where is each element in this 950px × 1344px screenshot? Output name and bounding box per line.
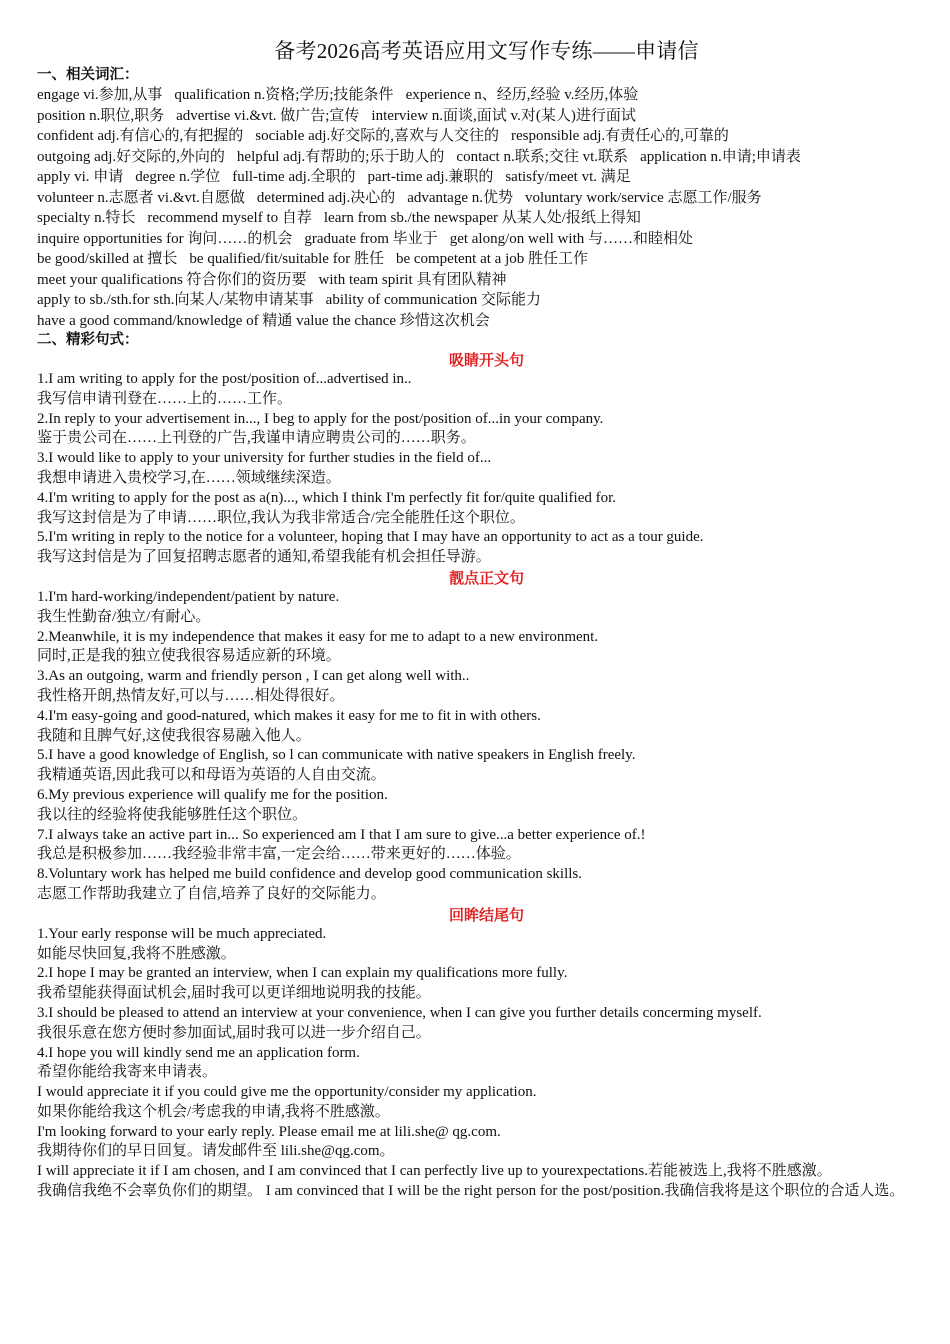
vocab-line	[37, 85, 936, 106]
section-heading-sentences: 二、精彩句式：	[37, 332, 139, 348]
sentence-line: 3.I should be pleased to attend an interview at your convenience, when I can give you further details concerming myself.	[37, 1004, 762, 1021]
sentence-line: 2.In reply to your advertisement in..., I beg to apply for the post/position of...in your company.	[37, 410, 604, 427]
sentence-line: 1.Your early response will be much appreciated.	[37, 925, 327, 942]
vocab-item: volunteer n.志愿者 vi.&vt.自愿做	[37, 189, 245, 206]
subheading-closing: 回眸结尾句	[448, 905, 524, 924]
vocab-line	[37, 229, 936, 250]
sentence-line: 我随和且脾气好,这使我很容易融入他人。	[37, 727, 311, 744]
opening-sentences	[37, 370, 936, 568]
sentence-line: 3.As an outgoing, warm and friendly person , I can get along well with..	[37, 668, 470, 685]
document-title: 备考2026高考英语应用文写作专练——申请信	[274, 39, 699, 63]
sentence-line: 4.I'm easy-going and good-natured, which makes it easy for me to fit in with others.	[37, 707, 541, 724]
vocab-line	[37, 208, 936, 229]
sentence-line: 我生性勤奋/独立/有耐心。	[37, 608, 211, 625]
sentence-line: I'm looking forward to your early reply. Please email me at lili.she@ qg.com.	[37, 1123, 501, 1140]
sentence-line: 5.I have a good knowledge of English, so l can communicate with native speakers in English freely.	[37, 747, 636, 764]
sentence-line: 2.I hope I may be granted an interview, when I can explain my qualifications more fully.	[37, 965, 568, 982]
sentence-line: 我很乐意在您方便时参加面试,届时我可以进一步介绍自己。	[37, 1024, 431, 1041]
vocab-line	[37, 270, 936, 291]
vocab-item: graduate from 毕业于	[304, 230, 438, 247]
vocab-item: outgoing adj.好交际的,外向的	[37, 148, 225, 165]
vocab-item: specialty n.特长	[37, 210, 136, 226]
sentence-line: 1.I'm hard-working/independent/patient by nature.	[37, 588, 340, 605]
vocab-line	[37, 126, 936, 147]
vocab-item: confident adj.有信心的,有把握的	[37, 128, 244, 144]
vocab-item: apply to sb./sth.for sth.向某人/某物申请某事	[37, 292, 314, 308]
closing-sentences	[37, 925, 936, 1202]
vocab-item: determined adj.决心的	[256, 189, 396, 206]
vocab-item: satisfy/meet vt. 满足	[505, 169, 631, 185]
vocab-item: application n.申请;申请表	[640, 148, 801, 165]
vocab-item: advertise vi.&vt. 做广告;宣传	[176, 107, 360, 124]
vocabulary-list	[37, 85, 936, 331]
vocab-item: interview n.面谈,面试 v.对(某人)进行面试	[371, 107, 636, 124]
vocab-item: with team spirit 具有团队精神	[318, 271, 507, 288]
vocab-item: be competent at a job 胜任工作	[395, 251, 588, 267]
sentence-line: 希望你能给我寄来申请表。	[37, 1064, 218, 1081]
vocab-line	[37, 290, 936, 311]
vocab-line	[37, 167, 936, 188]
vocab-item: be good/skilled at 擅长	[37, 251, 178, 267]
vocab-item: meet your qualifications 符合你们的资历要	[37, 271, 307, 288]
sentence-line: 我希望能获得面试机会,届时我可以更详细地说明我的技能。	[37, 985, 431, 1002]
vocab-item: responsible adj.有责任心的,可靠的	[510, 128, 729, 144]
sentence-line: 5.I'm writing in reply to the notice for a volunteer, hoping that I may have an opportunity to act as a tour guide.	[37, 529, 704, 546]
vocab-item: be qualified/fit/suitable for 胜任	[189, 251, 384, 267]
sentence-line: 1.I am writing to apply for the post/position of...advertised in..	[37, 371, 412, 387]
vocab-item: contact n.联系;交往 vt.联系	[456, 148, 629, 165]
vocab-item: advantage n.优势	[407, 189, 514, 206]
vocab-item: position n.职位,职务	[37, 107, 165, 124]
sentence-line: 如果你能给我这个机会/考虑我的申请,我将不胜感激。	[37, 1103, 390, 1120]
sentence-line: 鉴于贵公司在……上刊登的广告,我谨申请应聘贵公司的……职务。	[37, 430, 476, 447]
sentence-line: 我写这封信是为了申请……职位,我认为我非常适合/完全能胜任这个职位。	[37, 509, 525, 526]
section-heading-vocabulary: 一、相关词汇：	[37, 67, 139, 83]
subheading-body: 靓点正文句	[448, 568, 524, 587]
sentence-line: 我期待你们的早日回复。请发邮件至 lili.she@qg.com。	[37, 1143, 395, 1160]
vocab-item: inquire opportunities for 询问……的机会	[37, 230, 293, 247]
sentence-line: 如能尽快回复,我将不胜感激。	[37, 945, 236, 962]
vocab-item: voluntary work/service 志愿工作/服务	[525, 189, 762, 206]
sentence-line: 志愿工作帮助我建立了自信,培养了良好的交际能力。	[37, 885, 386, 902]
vocab-item: get along/on well with 与……和睦相处	[449, 230, 693, 247]
sentence-line: 我写这封信是为了回复招聘志愿者的通知,希望我能有机会担任导游。	[37, 549, 491, 566]
sentence-line: 8.Voluntary work has helped me build confidence and develop good communication skills.	[37, 866, 583, 883]
vocab-item: have a good command/knowledge of 精通 value the chance 珍惜这次机会	[37, 312, 490, 329]
vocab-item: helpful adj.有帮助的;乐于助人的	[236, 148, 445, 165]
vocab-item: ability of communication 交际能力	[325, 292, 542, 308]
vocab-item: engage vi.参加,从事	[37, 87, 163, 103]
sentence-line: I would appreciate it if you could give me the opportunity/consider my application.	[37, 1084, 537, 1101]
sentence-line: 4.I'm writing to apply for the post as a(n)..., which I think I'm perfectly fit for/quite qualified for.	[37, 489, 617, 506]
sentence-line: 2.Meanwhile, it is my independence that makes it easy for me to adapt to a new environment.	[37, 628, 599, 645]
sentence-line: 我想申请进入贵校学习,在……领域继续深造。	[37, 469, 341, 486]
body-sentences	[37, 588, 936, 905]
vocab-item: degree n.学位	[135, 169, 221, 185]
vocab-item: sociable adj.好交际的,喜欢与人交往的	[255, 128, 499, 144]
vocab-line	[37, 249, 936, 270]
sentence-line: I will appreciate it if I am chosen, and I am convinced that I can perfectly live up to yourexpectations.若能被选上,我将不胜感激。	[37, 1163, 832, 1180]
vocab-item: learn from sb./the newspaper 从某人处/报纸上得知	[323, 210, 641, 226]
sentence-line: 同时,正是我的独立使我很容易适应新的环境。	[37, 648, 341, 665]
vocab-line	[37, 147, 936, 168]
sentence-line: 我精通英语,因此我可以和母语为英语的人自由交流。	[37, 767, 386, 784]
sentence-line: 我写信申请刊登在……上的……工作。	[37, 390, 293, 407]
vocab-line	[37, 106, 936, 127]
vocab-item: experience n、经历,经验 v.经历,体验	[405, 87, 639, 103]
vocab-item: apply vi. 申请	[37, 169, 124, 185]
sentence-line: 4.I hope you will kindly send me an application form.	[37, 1044, 360, 1061]
vocab-line	[37, 311, 936, 332]
vocab-item: recommend myself to 自荐	[147, 210, 312, 226]
sentence-line: 我确信我绝不会辜负你们的期望。 I am convinced that I will be the right person for the post/position.我确信我将是这个职位的合适人选。	[37, 1183, 905, 1200]
vocab-item: full-time adj.全职的	[232, 169, 356, 185]
sentence-line: 我总是积极参加……我经验非常丰富,一定会给……带来更好的……体验。	[37, 846, 521, 863]
vocab-item: qualification n.资格;学历;技能条件	[174, 87, 394, 103]
sentence-line: 3.I would like to apply to your university for further studies in the field of...	[37, 450, 492, 467]
vocab-line	[37, 188, 936, 209]
sentence-line: 7.I always take an active part in... So experienced am I that I am sure to give...a better experience of.!	[37, 826, 646, 843]
sentence-line: 6.My previous experience will qualify me for the position.	[37, 786, 388, 803]
vocab-item: part-time adj.兼职的	[367, 169, 494, 185]
sentence-line: 我性格开朗,热情友好,可以与……相处得很好。	[37, 687, 345, 704]
subheading-opening: 吸睛开头句	[448, 351, 524, 369]
sentence-line: 我以往的经验将使我能够胜任这个职位。	[37, 806, 308, 823]
